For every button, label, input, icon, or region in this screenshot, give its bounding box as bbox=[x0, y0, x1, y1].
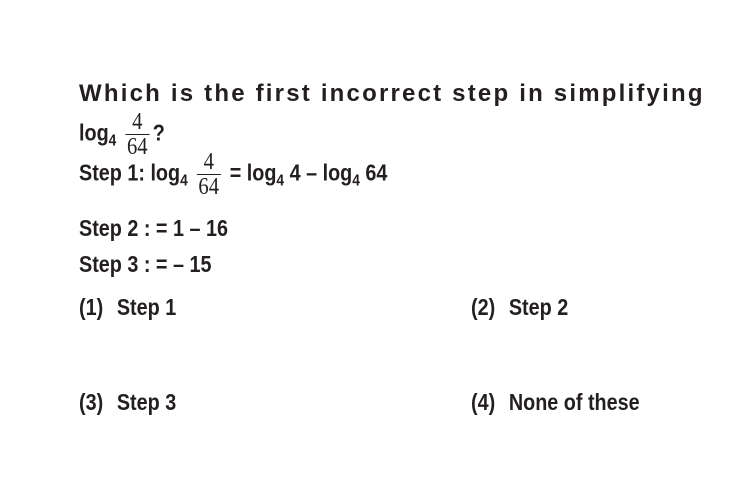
step-3-line: Step 3 : = – 15 bbox=[79, 251, 212, 277]
option-1[interactable] bbox=[79, 294, 176, 321]
option-2-number: (2) bbox=[471, 294, 496, 320]
question-mark: ? bbox=[152, 119, 165, 146]
log-base: 4 bbox=[108, 132, 117, 150]
step-1-numerator: 4 bbox=[203, 149, 214, 175]
step-1-denominator: 64 bbox=[198, 174, 220, 200]
step-1-label: Step 1: log bbox=[79, 159, 181, 186]
option-4-number: (4) bbox=[471, 389, 496, 415]
step-1-rhs-a-base: 4 bbox=[276, 172, 285, 190]
log-word: log bbox=[79, 119, 109, 146]
step-1-base: 4 bbox=[180, 172, 188, 190]
step-2-line: Step 2 : = 1 – 16 bbox=[79, 215, 228, 241]
step-1-rhs-b-arg: 64 bbox=[365, 159, 388, 186]
step-1-fraction bbox=[197, 150, 221, 199]
option-1-label: Step 1 bbox=[116, 294, 177, 320]
step-1-rhs-a: = log bbox=[229, 159, 277, 186]
step-1-rhs-a-arg: 4 – log bbox=[289, 159, 353, 186]
option-4[interactable] bbox=[471, 389, 640, 416]
step-1-rhs-b-base: 4 bbox=[352, 172, 360, 190]
option-2-label: Step 2 bbox=[508, 294, 569, 320]
option-1-number: (1) bbox=[79, 294, 104, 320]
fraction-numerator: 4 bbox=[132, 109, 143, 135]
option-3-label: Step 3 bbox=[116, 389, 177, 415]
option-4-label: None of these bbox=[508, 389, 640, 415]
step-1-line bbox=[79, 150, 387, 199]
option-2[interactable] bbox=[471, 294, 568, 321]
option-3[interactable] bbox=[79, 389, 176, 416]
question-text: Which is the first incorrect step in simplifying bbox=[79, 80, 705, 107]
fraction-denominator: 64 bbox=[126, 134, 148, 160]
option-3-number: (3) bbox=[79, 389, 104, 415]
